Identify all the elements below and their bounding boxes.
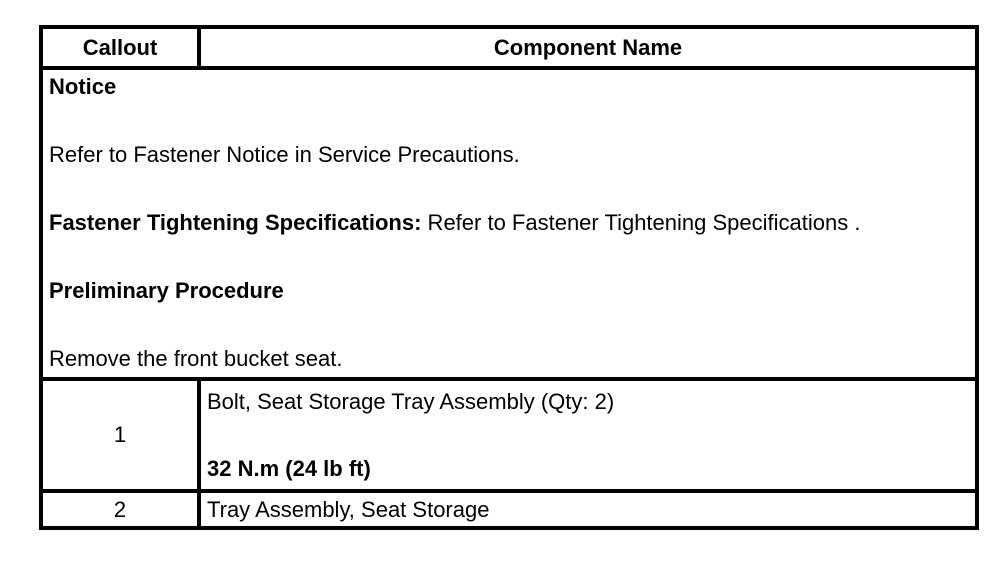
callout-number: 1: [41, 379, 199, 491]
preliminary-title: Preliminary Procedure: [49, 278, 284, 303]
table-row: [41, 491, 977, 528]
table-row: [41, 379, 977, 491]
component-name: Bolt, Seat Storage Tray Assembly (Qty: 2): [207, 389, 615, 414]
notice-cell: [41, 68, 977, 379]
preliminary-text: Remove the front bucket seat.: [49, 346, 343, 371]
header-component-name: Component Name: [199, 27, 977, 68]
fastener-spec-text: Refer to Fastener Tightening Specifications .: [421, 210, 861, 235]
fastener-spec-label: Fastener Tightening Specifications:: [49, 210, 422, 235]
notice-row: [41, 68, 977, 379]
component-name-cell: [199, 379, 977, 491]
component-table: [39, 25, 979, 530]
notice-text: Refer to Fastener Notice in Service Precautions.: [49, 142, 520, 167]
component-name: Tray Assembly, Seat Storage: [199, 491, 977, 528]
callout-number: 2: [41, 491, 199, 528]
table-header-row: [41, 27, 977, 68]
notice-title: Notice: [49, 74, 117, 99]
fastener-spec-line: [49, 206, 969, 240]
header-callout: Callout: [41, 27, 199, 68]
torque-spec: 32 N.m (24 lb ft): [207, 456, 371, 481]
